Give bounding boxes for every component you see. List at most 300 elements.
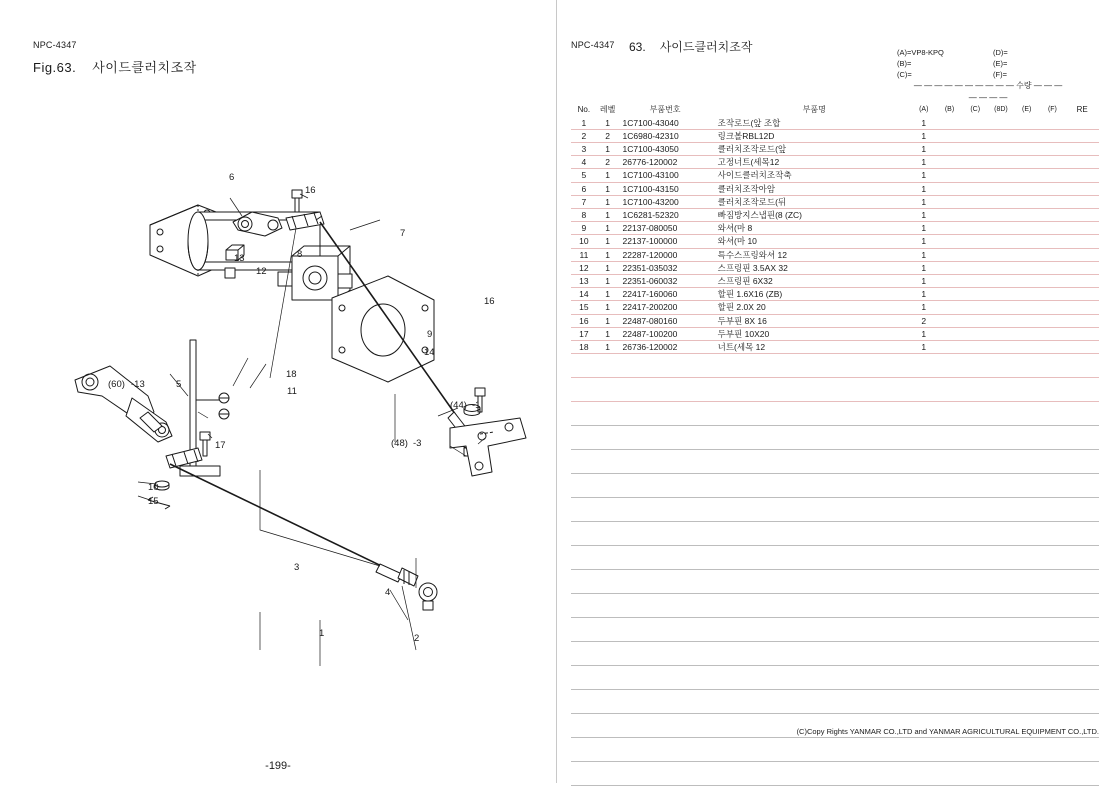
cell-blank [1065,354,1099,378]
cell-qty-c [962,235,988,248]
callout-44: (44) [450,400,467,411]
cell-part-name: 두부핀 8X 16 [708,314,911,327]
cell-blank [1014,450,1040,474]
cell-level: 1 [597,182,619,195]
cell-blank [962,426,988,450]
cell-blank [1014,546,1040,570]
cell-blank [937,498,963,522]
cell-blank [1040,522,1066,546]
cell-qty-a: 1 [911,288,937,301]
cell-blank [1014,354,1040,378]
cell-qty-f [1040,117,1066,130]
cell-remark [1065,209,1099,222]
cell-no: 6 [571,182,597,195]
cell-blank [597,522,619,546]
cell-blank [911,474,937,498]
cell-qty-c [962,301,988,314]
cell-blank [571,594,597,618]
cell-no: 7 [571,195,597,208]
cell-blank [1014,762,1040,786]
document-code-right: NPC-4347 [571,40,615,50]
cell-blank [619,762,708,786]
table-row-blank [571,498,1099,522]
callout-9: 9 [427,329,433,340]
cell-qty-a: 1 [911,222,937,235]
cell-qty-e [1014,275,1040,288]
cell-qty-e [1014,235,1040,248]
cell-blank [1065,498,1099,522]
cell-blank [619,642,708,666]
callout-10: 10 [148,482,159,493]
cell-qty-c [962,314,988,327]
cell-blank [571,426,597,450]
cell-part-number: 22137-100000 [619,235,708,248]
table-row [571,209,1099,222]
cell-blank [1065,666,1099,690]
cell-qty-b [937,143,963,156]
cell-qty-c [962,222,988,235]
cell-part-number: 1C7100-43040 [619,117,708,130]
cell-qty-e [1014,156,1040,169]
cell-blank [988,402,1014,426]
cell-qty-b [937,182,963,195]
cell-blank [962,354,988,378]
cell-remark [1065,129,1099,142]
cell-blank [571,690,597,714]
cell-qty-c [962,143,988,156]
cell-blank [988,642,1014,666]
cell-blank [619,594,708,618]
cell-remark [1065,261,1099,274]
cell-remark [1065,156,1099,169]
cell-level: 1 [597,327,619,340]
cell-level: 2 [597,129,619,142]
cell-no: 9 [571,222,597,235]
cell-blank [988,522,1014,546]
cell-part-name: 빠짐방지스냅핀(8 (ZC) [708,209,911,222]
cell-qty-d [988,156,1014,169]
cell-qty-b [937,275,963,288]
cell-qty-f [1040,341,1066,354]
callout-8: 8 [297,249,303,260]
cell-qty-f [1040,327,1066,340]
cell-qty-a: 1 [911,275,937,288]
cell-blank [988,594,1014,618]
cell-qty-e [1014,169,1040,182]
cell-blank [571,402,597,426]
cell-blank [571,762,597,786]
cell-qty-d [988,182,1014,195]
table-row [571,327,1099,340]
cell-blank [571,618,597,642]
cell-qty-c [962,327,988,340]
document-code-left: NPC-4347 [33,40,77,50]
cell-qty-a: 1 [911,143,937,156]
cell-blank [1065,450,1099,474]
cell-blank [1065,618,1099,642]
cell-blank [597,354,619,378]
cell-blank [911,426,937,450]
table-row [571,222,1099,235]
cell-blank [988,546,1014,570]
callout-3: 3 [294,562,300,573]
cell-blank [911,402,937,426]
cell-qty-a: 1 [911,341,937,354]
cell-qty-e [1014,314,1040,327]
cell-no: 15 [571,301,597,314]
cell-blank [597,474,619,498]
cell-blank [937,426,963,450]
legend-b-left: (B)= [897,59,912,68]
cell-remark [1065,222,1099,235]
cell-blank [1040,666,1066,690]
cell-blank [962,618,988,642]
cell-blank [1065,738,1099,762]
table-row [571,314,1099,327]
table-row [571,143,1099,156]
cell-remark [1065,195,1099,208]
cell-qty-a: 1 [911,129,937,142]
cell-part-number: 1C7100-43200 [619,195,708,208]
cell-blank [1014,738,1040,762]
cell-part-number: 22137-080050 [619,222,708,235]
callout-60-suffix: -13 [131,379,145,390]
cell-qty-d [988,301,1014,314]
cell-blank [911,618,937,642]
cell-qty-b [937,117,963,130]
cell-blank [597,642,619,666]
cell-blank [619,666,708,690]
cell-blank [1014,618,1040,642]
qty-dash-right: — — — — — — — [968,81,1063,103]
qty-group-label: 수량 [1016,81,1032,90]
cell-level: 1 [597,169,619,182]
cell-qty-f [1040,288,1066,301]
cell-blank [937,474,963,498]
cell-blank [619,426,708,450]
callout-4: 4 [385,587,391,598]
cell-blank [962,690,988,714]
cell-blank [1040,762,1066,786]
cell-blank [962,546,988,570]
cell-no: 16 [571,314,597,327]
cell-blank [988,426,1014,450]
cell-blank [962,474,988,498]
header-qty-b: (B) [944,106,955,114]
cell-blank [619,690,708,714]
cell-blank [1040,570,1066,594]
cell-part-number: 22417-200200 [619,301,708,314]
cell-part-name: 조작로드(앞 조합 [708,117,911,130]
cell-blank [988,570,1014,594]
cell-qty-d [988,222,1014,235]
cell-qty-e [1014,248,1040,261]
cell-qty-c [962,117,988,130]
cell-remark [1065,169,1099,182]
cell-blank [937,378,963,402]
cell-blank [619,714,708,738]
cell-part-name: 사이드클러치조작축 [708,169,911,182]
cell-blank [619,450,708,474]
cell-qty-e [1014,301,1040,314]
legend-a-left: (A)=VP8-KPQ [897,48,944,57]
cell-blank [1065,402,1099,426]
cell-blank [937,354,963,378]
table-row-blank [571,738,1099,762]
table-row [571,275,1099,288]
cell-blank [619,522,708,546]
cell-blank [597,738,619,762]
cell-blank [988,690,1014,714]
cell-part-number: 22351-060032 [619,275,708,288]
cell-blank [708,690,911,714]
cell-blank [962,498,988,522]
cell-blank [962,642,988,666]
table-row [571,341,1099,354]
callout-12: 12 [256,266,267,277]
header-part-name: 부품명 [802,105,826,115]
table-row-blank [571,378,1099,402]
cell-blank [1040,378,1066,402]
legend-b-right: (E)= [993,59,1008,68]
cell-blank [911,354,937,378]
table-row [571,301,1099,314]
cell-blank [708,762,911,786]
cell-blank [1065,570,1099,594]
cell-qty-d [988,275,1014,288]
cell-qty-a: 1 [911,182,937,195]
cell-qty-a: 1 [911,117,937,130]
callout-13: 13 [234,253,245,264]
callout-1: 1 [319,628,325,639]
cell-blank [1065,522,1099,546]
cell-level: 1 [597,288,619,301]
table-row [571,129,1099,142]
cell-qty-d [988,288,1014,301]
cell-part-name: 와셔(마 8 [708,222,911,235]
cell-blank [937,690,963,714]
cell-qty-c [962,195,988,208]
parts-list-page [557,0,1113,783]
cell-blank [619,570,708,594]
cell-part-name: 스프링핀 6X32 [708,275,911,288]
figure-page [0,0,556,783]
cell-blank [911,450,937,474]
callout-60: (60) [108,379,125,390]
cell-remark [1065,117,1099,130]
cell-qty-d [988,261,1014,274]
cell-qty-a: 1 [911,248,937,261]
cell-blank [1065,690,1099,714]
table-row-blank [571,570,1099,594]
cell-blank [1014,474,1040,498]
cell-blank [708,450,911,474]
cell-blank [619,738,708,762]
cell-blank [597,402,619,426]
cell-no: 13 [571,275,597,288]
cell-level: 1 [597,222,619,235]
cell-qty-e [1014,341,1040,354]
cell-qty-d [988,314,1014,327]
cell-blank [571,474,597,498]
cell-qty-b [937,314,963,327]
header-level: 레벨 [599,105,616,115]
cell-blank [708,570,911,594]
cell-remark [1065,275,1099,288]
header-qty-c: (C) [970,106,981,114]
cell-part-name: 링크볼RBL12D [708,129,911,142]
cell-blank [597,594,619,618]
callout-18: 18 [286,369,297,380]
cell-qty-b [937,169,963,182]
cell-blank [911,498,937,522]
cell-qty-e [1014,195,1040,208]
cell-blank [597,714,619,738]
cell-blank [962,522,988,546]
cell-qty-f [1040,209,1066,222]
cell-blank [937,762,963,786]
cell-blank [571,546,597,570]
cell-no: 3 [571,143,597,156]
cell-blank [708,522,911,546]
table-row [571,182,1099,195]
section-number: 63. [629,40,646,54]
cell-blank [1040,690,1066,714]
cell-blank [1014,378,1040,402]
cell-blank [1014,666,1040,690]
cell-blank [1040,402,1066,426]
cell-remark [1065,327,1099,340]
section-title-text: 사이드클러치조작 [659,40,753,54]
callout-6: 6 [229,172,235,183]
cell-qty-a: 1 [911,209,937,222]
cell-no: 1 [571,117,597,130]
table-row-blank [571,762,1099,786]
header-qty-d: (8D) [994,106,1008,114]
cell-remark [1065,143,1099,156]
table-header-row [571,80,1099,104]
cell-blank [1040,618,1066,642]
legend-c-right: (F)= [993,70,1007,79]
copyright-notice: (C)Copy Rights YANMAR CO.,LTD and YANMAR AGRICULTURAL EQUIPMENT CO.,LTD. [796,727,1099,736]
cell-qty-a: 1 [911,261,937,274]
cell-blank [1040,594,1066,618]
cell-part-number: 22417-160060 [619,288,708,301]
cell-qty-e [1014,117,1040,130]
cell-blank [937,522,963,546]
callout-48-suffix: -3 [413,438,422,449]
cell-blank [571,738,597,762]
parts-table [571,80,1099,786]
cell-blank [597,378,619,402]
cell-part-name: 할핀 1.6X16 (ZB) [708,288,911,301]
cell-qty-f [1040,195,1066,208]
cell-qty-c [962,182,988,195]
cell-blank [1014,522,1040,546]
cell-qty-f [1040,314,1066,327]
cell-qty-f [1040,301,1066,314]
cell-blank [1065,594,1099,618]
table-row-blank [571,522,1099,546]
cell-blank [619,378,708,402]
cell-blank [597,450,619,474]
cell-blank [988,762,1014,786]
page-number: -199- [265,760,291,772]
cell-blank [597,762,619,786]
cell-qty-a: 1 [911,301,937,314]
cell-level: 1 [597,341,619,354]
cell-blank [571,354,597,378]
cell-blank [708,642,911,666]
cell-qty-d [988,327,1014,340]
cell-blank [962,594,988,618]
callout-7: 7 [400,228,406,239]
legend-row-b [897,58,1107,69]
cell-remark [1065,288,1099,301]
figure-title [33,57,197,76]
cell-qty-e [1014,222,1040,235]
table-row [571,156,1099,169]
cell-blank [962,402,988,426]
cell-qty-b [937,327,963,340]
callout-11: 11 [287,386,297,397]
cell-blank [937,642,963,666]
callout-2: 2 [414,633,420,644]
cell-part-number: 22287-120000 [619,248,708,261]
cell-blank [597,426,619,450]
cell-blank [911,594,937,618]
cell-part-number: 22351-035032 [619,261,708,274]
table-row-blank [571,666,1099,690]
cell-qty-f [1040,156,1066,169]
cell-qty-b [937,341,963,354]
header-qty-group [911,80,1065,104]
cell-blank [1014,402,1040,426]
table-row-blank [571,402,1099,426]
header-remark: RE [1076,105,1088,115]
cell-part-name: 클러치조작아암 [708,182,911,195]
cell-qty-c [962,275,988,288]
cell-part-name: 와셔(마 10 [708,235,911,248]
cell-blank [619,498,708,522]
cell-blank [708,546,911,570]
cell-blank [988,666,1014,690]
cell-blank [937,570,963,594]
cell-level: 1 [597,195,619,208]
cell-blank [911,522,937,546]
cell-blank [937,618,963,642]
cell-qty-d [988,341,1014,354]
cell-qty-b [937,301,963,314]
cell-blank [988,450,1014,474]
cell-part-name: 고정너트(세목12 [708,156,911,169]
cell-blank [1065,378,1099,402]
cell-qty-b [937,195,963,208]
cell-part-name: 너트(세목 12 [708,341,911,354]
cell-blank [1040,474,1066,498]
cell-blank [619,618,708,642]
cell-part-name: 할핀 2.0X 20 [708,301,911,314]
cell-blank [911,546,937,570]
cell-qty-e [1014,288,1040,301]
figure-number: Fig.63. [33,60,77,75]
table-row [571,235,1099,248]
cell-blank [962,450,988,474]
table-row-blank [571,354,1099,378]
cell-qty-c [962,261,988,274]
cell-blank [911,666,937,690]
cell-blank [911,738,937,762]
